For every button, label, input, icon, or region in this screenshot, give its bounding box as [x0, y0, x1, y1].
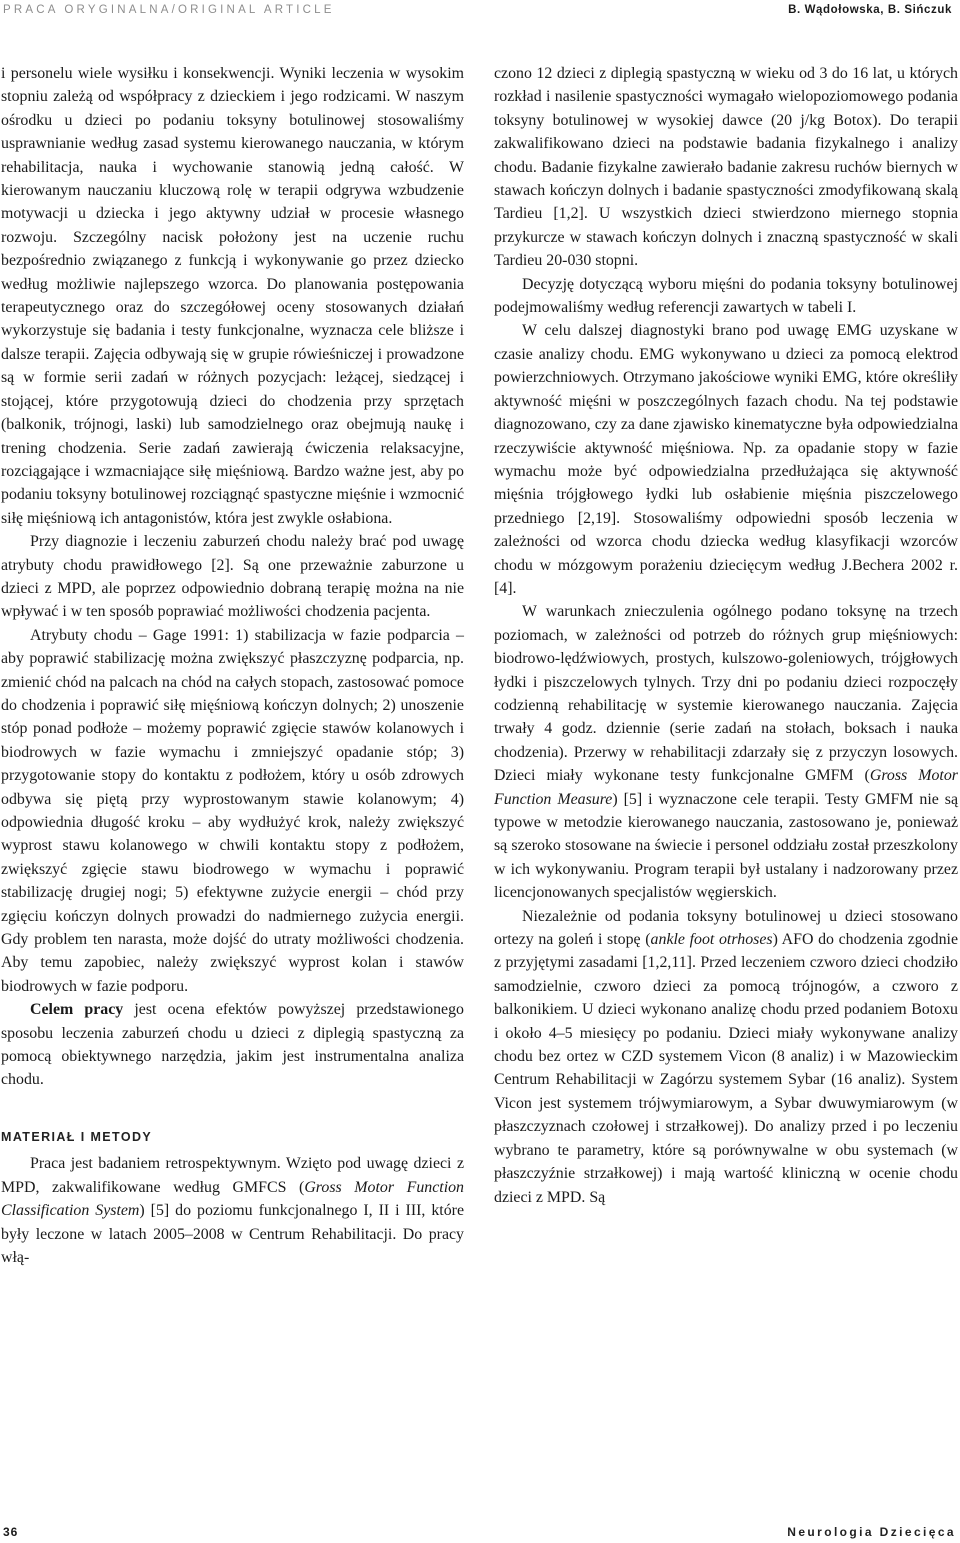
left-column: [1, 62, 464, 1269]
aim-text: jest ocena efektów powyższej przedstawionego sposobu leczenia zaburzeń chodu u dzieci z diplegią spastyczną za pomocą obiektywnego narzędzia, jakim jest instrumentalna analiza chodu.: [1, 1001, 464, 1089]
text-run: W warunkach znieczulenia ogólnego podano toksynę na trzech poziomach, w zależności od potrzeb do różnych grup mięśniowych: biodrowo-lędźwiowych, prostych, kulszowo-goleniowych, trójgłowych łydki i piszczelowych tylnych. Trzy dni po podaniu dzieci rozpoczęły codzienną rehabilitację w systemie kierowanego nauczania. Zajęcia trwały 4 godz. dziennie (serie zadań na stołach, boksach i nauka chodzenia). Przerwy w rehabilitacji zdarzały się z przyczyn losowych. Dzieci miały wykonane testy funkcjonalne GMFM (: [494, 603, 958, 785]
paragraph: [1, 998, 464, 1092]
paragraph: [1, 1152, 464, 1269]
right-column: [494, 62, 958, 1209]
paragraph: i personelu wiele wysiłku i konsekwencji. Wyniki leczenia w wysokim stopniu zależą od współpracy z dzieckiem i jego rodzicami. W naszym ośrodku u dzieci po podaniu toksyny botulinowej stosowaliśmy usprawnianie według zasad systemu kierowanego nauczania, w którym rehabilitacja, nauka i wychowanie stanowią jedną całość. W kierowanym nauczaniu kluczową rolę w terapii odgrywa wzbudzenie motywacji u dziecka i jego aktywny udział w procesie własnego rozwoju. Szczególny nacisk położony jest na uczenie ruchu bezpośrednio związanego z funkcją i wykonywanie go przez dziecko według możliwie najlepszego wzorca. Do planowania postępowania terapeutycznego oraz do szczegółowej oceny stosowanych działań wykorzystuje się badania i testy funkcjonalne, wyznacza cele bliższe i dalsze terapii. Zajęcia odbywają się w grupie rówieśniczej i prowadzone są w formie serii zadań w różnych pozycjach: leżącej, siedzącej i stojącej, które przygotowują dzieci do chodzenia przy sprzętach (balkonik, trójnogi, laski) lub samodzielnego oraz obejmują naukę i trening chodzenia. Serie zadań zawierają ćwiczenia relaksacyjne, rozciągające i wzmacniające siłę mięśniową. Bardzo ważne jest, aby po podaniu toksyny botulinowej rozciągnąć spastyczne mięśnie i wzmocnić siłę mięśniową ich antagonistów, która jest zwykle osłabiona.: [1, 65, 464, 527]
paragraph: [494, 600, 958, 904]
paragraph: Atrybuty chodu – Gage 1991: 1) stabilizacja w fazie podparcia – aby poprawić stabilizację można zwiększyć płaszczyznę podparcia, np. zmienić chód na palcach na chód na całych stopach, zastosować pomoce do chodzenia i poprawić siłę mięśniową kończyn dolnych; 2) unoszenie stóp ponad podłoże – możemy poprawić zgięcie stawów kolanowych i biodrowych w fazie wymachu i zmniejszyć opadanie stóp; 3) przygotowanie stopy do kontaktu z podłożem, który u osób zdrowych odbywa się piętą przy wyprostowanym stawie kolanowym; 4) odpowiednia długość kroku – aby wydłużyć krok, należy zwiększyć wyprost stawu kolanowego w chwili kontaktu stopy z podłożem, zwiększyć zgięcie stawu biodrowego w wymachu i poprawić stabilizację drugiej nogi; 5) efektywne zużycie energii – chód przy zgięciu kończyn dolnych prowadzi do nadmiernego zużycia energii. Gdy problem ten narasta, może dojść do utraty możliwości chodzenia. Aby temu zapobiec, należy zwiększyć wyprost kolan i stawów biodrowych w fazie podporu.: [1, 626, 464, 995]
author-names: B. Wądołowska, B. Sińczuk: [788, 4, 952, 16]
text-run: ) AFO do chodzenia zgodnie z przyjętymi zasadami [1,2,11]. Przed leczeniem czworo dzieci chodziło samodzielnie, czworo dzieci za pomocą trójnogów, a czworo z balkonikiem. U dzieci wykonano analizę chodu przed podaniem Botoxu i około 4–5 miesięcy po podaniu. Dzieci miały wykonywane analizy chodu bez ortez w CZD systemem Vicon (8 analiz) i w Mazowieckim Centrum Rehabilitacji w Zagórzu systemem Sybar (16 analiz). System Vicon jest systemem trójwymiarowym, a Sybar dwuwymiarowym (w płaszczyznach czołowej i strzałkowej). Do analizy przed i po leczeniu wybrano te parametry, które są porównywalne w obu systemach (w płaszczyźnie strzałkowej) i mają wartość kliniczną w ocenie chodu dzieci z MPD. Są: [494, 931, 958, 1206]
paragraph: czono 12 dzieci z diplegią spastyczną w wieku od 3 do 16 lat, u których rozkład i nasilenie spastyczności wymagało wielopoziomowego podania toksyny botulinowej w wysokiej dawce (20 j/kg Botox). Do terapii zakwalifikowano dzieci na podstawie badania fizykalnego i analizy chodu. Badanie fizykalne zawierało badanie zakresu ruchów biernych w stawach kończyn dolnych i badanie spastyczności zmodyfikowaną skalą Tardieu [1,2]. U wszystkich dzieci stwierdzono miernego stopnia przykurcze w stawach kończyn dolnych i znaczną spastyczność w skali Tardieu 20-030 stopni.: [494, 65, 958, 270]
section-heading: MATERIAŁ I METODY: [1, 1129, 153, 1144]
italic-term: ankle foot otrhoses: [650, 931, 773, 949]
journal-name: Neurologia Dziecięca: [787, 1525, 956, 1539]
running-footer: [0, 1525, 960, 1541]
text-run: ) [5] do poziomu funkcjonalnego I, II i III, które były leczone w latach 2005–2008 w Centrum Rehabilitacji. Do pracy włą-: [1, 1202, 464, 1266]
italic-term: Gross Motor Function Classification System: [1, 1178, 464, 1220]
italic-term: Gross Motor Function Measure: [494, 767, 958, 808]
text-run: Praca jest badaniem retrospektywnym. Wzięto pod uwagę dzieci z MPD, zakwalifikowane według GMFCS (: [1, 1155, 464, 1196]
section-label: PRACA ORYGINALNA/ORIGINAL ARTICLE: [3, 4, 335, 16]
paragraph: Przy diagnozie i leczeniu zaburzeń chodu należy brać pod uwagę atrybuty chodu prawidłowego [2]. Są one przeważnie zaburzone u dzieci z MPD, ale poprzez odpowiednio dobraną terapię można na nie wpływać i w ten sposób poprawiać możliwości chodzenia pacjenta.: [1, 533, 464, 621]
paragraph: W celu dalszej diagnostyki brano pod uwagę EMG uzyskane w czasie analizy chodu. EMG wykonywano u dzieci za pomocą elektrod powierzchniowych. Otrzymano jakościowe wyniki EMG, które określiły aktywność mięśni w poszczególnych fazach chodu. Na tej podstawie diagnozowano, czy za dane zjawisko kinematyczne była odpowiedzialna rzeczywiście aktywność mięśniowa. Np. za opadanie stopy w fazie wymachu może być odpowiedzialna przedłużająca się aktywność mięśnia trójgłowego łydki lub osłabienie mięśnia piszczelowego przedniego [2,19]. Stosowaliśmy odpowiedni sposób leczenia w zależności od wzorca chodu dziecka według klasyfikacji wzorców chodu w mózgowym porażeniu dziecięcym według J.Bechera 2002 r. [4].: [494, 322, 958, 597]
paragraph: Decyzję dotyczącą wyboru mięśni do podania toksyny botulinowej podejmowaliśmy według referencji zawartych w tabeli I.: [494, 275, 958, 317]
running-header: [0, 4, 960, 24]
page-number: 36: [3, 1525, 19, 1539]
text-run: ) [5] i wyznaczone cele terapii. Testy GMFM nie są typowe w metodzie kierowanego nauczania, zastosowano je, ponieważ są szeroko stosowane na świecie i personel oddziału został przeszkolony w ich wykonywaniu. Program terapii był ustalany i nadzorowany przez licencjonowanych specjalistów węgierskich.: [494, 790, 958, 902]
paragraph: [494, 905, 958, 1209]
aim-label: Celem pracy: [30, 1001, 124, 1019]
text-run: Niezależnie od podania toksyny botulinowej u dzieci stosowano ortezy na goleń i stopę (: [494, 907, 958, 949]
